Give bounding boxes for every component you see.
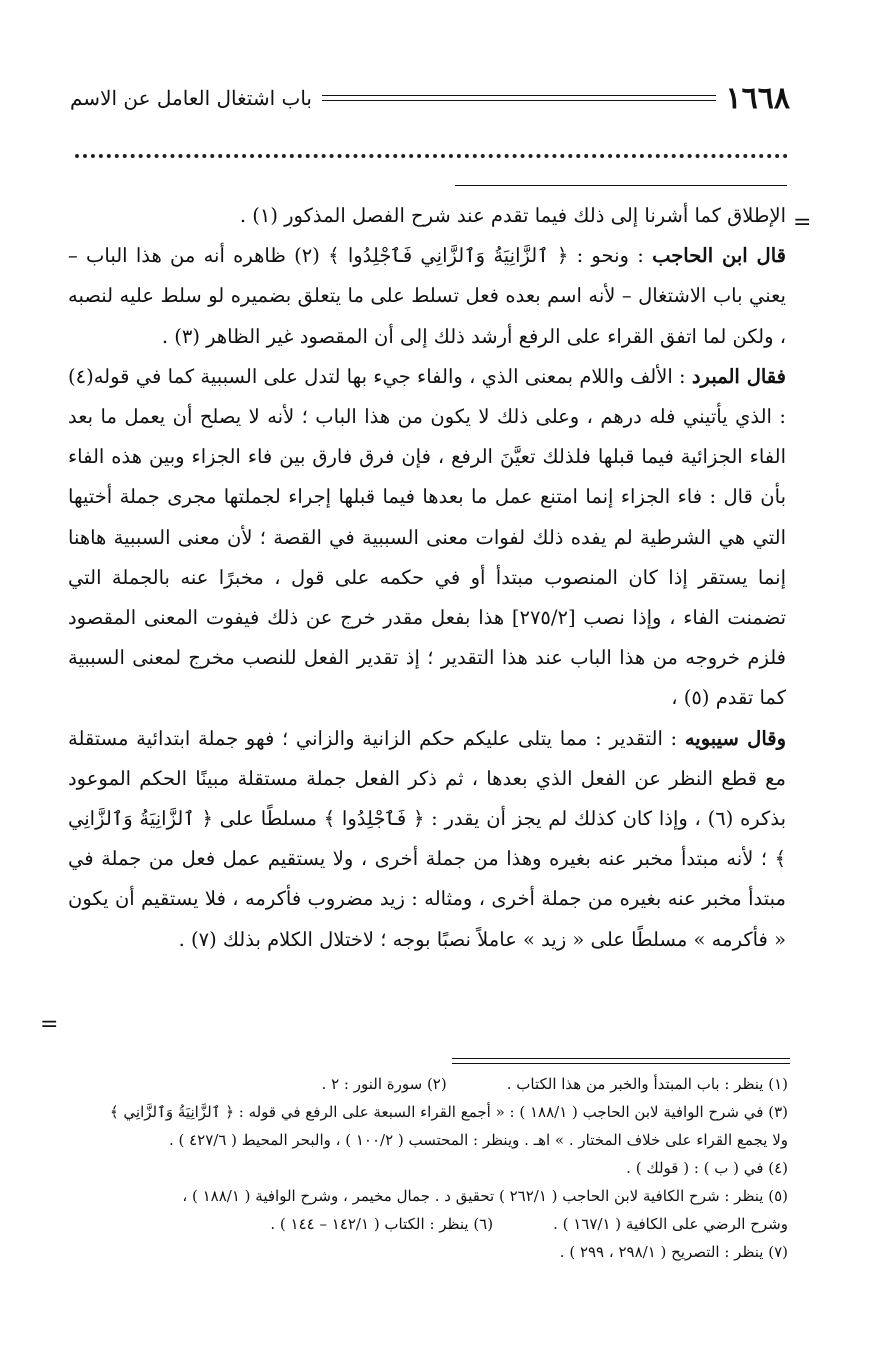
footnote-rule — [452, 1058, 790, 1064]
continuation-mark-bottom: = — [40, 1012, 59, 1037]
dotted-separator — [75, 146, 788, 158]
page-number: ١٦٦٨ — [725, 80, 790, 116]
main-text — [68, 196, 786, 960]
paragraph-2-speaker: قال ابن الحاجب — [652, 244, 786, 268]
continuation-mark-top: = — [793, 210, 812, 235]
footnote-3-cont: ولا يجمع القراء على خلاف المختار . » اهـ . وينظر : المحتسب ( ١٠٠/٢ ) ، والبحر المحيط ( ٤٢٧/٦ ) . — [168, 1131, 788, 1149]
footnote-7: (٧) ينظر : التصريح ( ٢٩٨/١ ، ٢٩٩ ) . — [559, 1243, 788, 1261]
footnote-5-cont: وشرح الرضي على الكافية ( ١٦٧/١ ) . — [553, 1215, 788, 1233]
footnote-5: (٥) ينظر : شرح الكافية لابن الحاجب ( ٢٦٢/١ ) تحقيق د . جمال مخيمر ، وشرح الوافية ( ١٨٨/١ ) ، — [182, 1187, 788, 1205]
paragraph-2 — [68, 236, 786, 357]
header-rule — [322, 95, 716, 101]
footnote-row-1 — [76, 1070, 788, 1098]
footnote-2: (٢) سورة النور : ٢ . — [321, 1075, 447, 1093]
footnote-row-5-6 — [76, 1210, 788, 1238]
paragraph-3-speaker: فقال المبرد — [691, 364, 786, 388]
footnote-4: (٤) في ( ب ) : ( قولك ) . — [626, 1159, 788, 1177]
paragraph-2-text: : ونحو : ﴿ ٱلزَّانِيَةُ وَٱلزَّانِي فَٱجْلِدُوا ﴾ (٢) ظاهره أنه من هذا الباب – يعني باب الاشتغال – لأنه اسم بعده فعل تسلط على ما يتعلق بضميره لو سلط عليه لنصبه ، ولكن لما اتفق القراء على الرفع أرشد ذلك إلى أن المقصود غير الظاهر (٣) . — [68, 244, 786, 348]
paragraph-4-text: : التقدير : مما يتلى عليكم حكم الزانية والزاني ؛ فهو جملة ابتدائية مستقلة مع قطع النظر عن الفعل الذي بعدها ، ثم ذكر الفعل جملة مستقلة مبينًا الحكم الموعود بذكره (٦) ، وإذا كان كذلك لم يجز أن يقدر : ﴿ فَٱجْلِدُوا ﴾ مسلطًا على ﴿ ٱلزَّانِيَةُ وَٱلزَّانِي ﴾ ؛ لأنه مبتدأ مخبر عنه بغيره وهذا من جملة أخرى ، ولا يستقيم عمل فعل من جملة في مبتدأ مخبر عنه بغيره من جملة أخرى ، ومثاله : زيد مضروب فأكرمه ، فلا يستقيم أن يكون « فأكرمه » مسلطًا على « زيد » عاملاً نصبًا بوجه ؛ لاختلال الكلام بذلك (٧) . — [68, 726, 787, 951]
footnote-6: (٦) ينظر : الكتاب ( ١٤٢/١ – ١٤٤ ) . — [270, 1215, 494, 1233]
footnote-1: (١) ينظر : باب المبتدأ والخبر من هذا الكتاب . — [506, 1075, 788, 1093]
footnote-3: (٣) في شرح الوافية لابن الحاجب ( ١٨٨/١ ) : « أجمع القراء السبعة على الرفع في قوله : ﴿ ٱلزَّانِيَةُ وَٱلزَّانِي ﴾ — [109, 1103, 788, 1121]
running-header — [70, 78, 790, 118]
paragraph-4 — [68, 719, 786, 960]
chapter-title: باب اشتغال العامل عن الاسم — [70, 86, 312, 110]
paragraph-3 — [68, 357, 786, 719]
paragraph-4-speaker: وقال سيبويه — [684, 726, 787, 750]
paragraph-3-text: : الألف واللام بمعنى الذي ، والفاء جيء بها لتدل على السببية كما في قوله(٤) : الذي يأتيني فله درهم ، وعلى ذلك لا يكون من هذا الباب ؛ لأنه لا يصلح أن يعمل ما بعد الفاء الجزائية فيما قبلها فلذلك تعيَّنَ الرفع ، فإن فرق فارق بين فاء الجزاء وبين هذه الفاء بأن قال : فاء الجزاء إنما امتنع عمل ما بعدها فيما قبلها إجراء لجملتها مجرى جملة أختيها التي هي الشرطية لم يفده ذلك لفوات معنى السببية في القصة ؛ لأن معنى السببية هاهنا إنما يستقر إذا كان المنصوب مبتدأ أو في حكمه على قول ، مخبرًا عنه بالجملة التي تضمنت الفاء ، وإذا نصب [٢٧٥/٢] هذا بفعل مقدر خرج عن ذلك فيفوت المعنى المقصود فلزم خروجه من هذا الباب عند هذا التقدير ؛ إذ تقدير الفعل للنصب مخرج لمعنى السببية كما تقدم (٥) ، — [68, 364, 786, 710]
continuation-rule — [455, 185, 787, 186]
paragraph-1: الإطلاق كما أشرنا إلى ذلك فيما تقدم عند شرح الفصل المذكور (١) . — [239, 204, 786, 227]
footnotes — [76, 1070, 788, 1266]
